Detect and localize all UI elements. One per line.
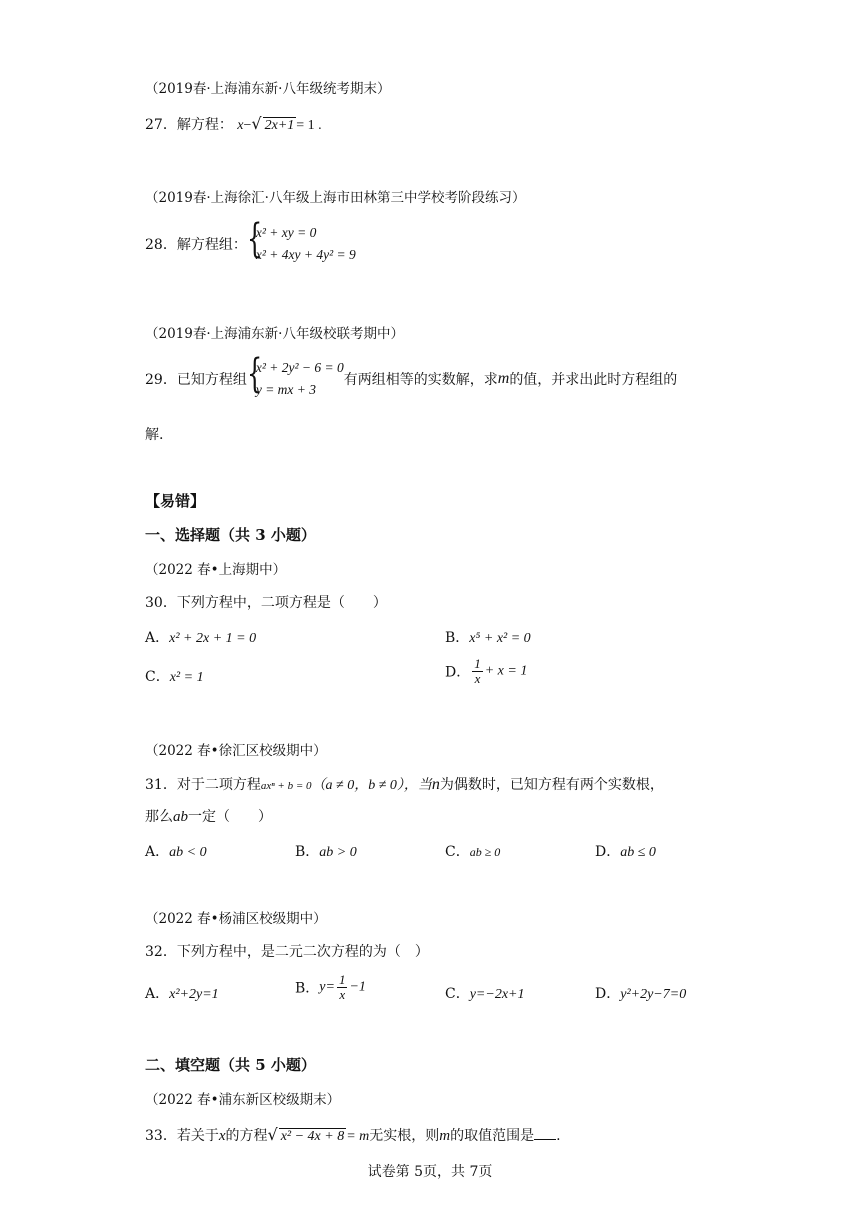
q31-var: n xyxy=(431,776,440,793)
option-label: D． xyxy=(595,844,621,860)
q28-system xyxy=(246,216,356,266)
section-fill-title: 二、填空题（共 5 小题） xyxy=(145,1056,316,1074)
q33-text-mid: 的方程 xyxy=(225,1128,268,1144)
q31-eq: axⁿ + b = 0 xyxy=(260,780,312,792)
fraction xyxy=(337,973,348,1002)
q29-text-post2: 的值，并求出此时方程组的 xyxy=(509,372,678,388)
q33-text-pre: 若关于 xyxy=(176,1128,219,1144)
fraction-denominator: x xyxy=(339,987,346,1002)
fraction-denominator: x xyxy=(474,671,481,686)
option-text: y=−2x+1 xyxy=(469,987,525,1002)
option-label: C． xyxy=(445,986,470,1002)
option-text: x²+2y=1 xyxy=(169,987,219,1002)
q30-source: （2022 春•上海期中） xyxy=(145,562,287,578)
q31-line2-post: 一定（ ） xyxy=(188,809,272,825)
option-text: y= xyxy=(319,979,335,995)
q32-number: 32． xyxy=(145,944,177,960)
q31-text-post: 为偶数时，已知方程有两个实数根， xyxy=(439,777,664,793)
q29-text-pre: 已知方程组 xyxy=(176,372,247,388)
q27-source: （2019春·上海浦东新·八年级统考期末） xyxy=(145,81,391,97)
q32-source: （2022 春•杨浦区校级期中） xyxy=(145,911,327,927)
q31-cond: （a ≠ 0，b ≠ 0），当 xyxy=(311,778,432,793)
q33-text-end: 的取值范围是 xyxy=(450,1128,535,1144)
q30-option-c xyxy=(145,666,204,686)
fraction xyxy=(472,657,483,686)
q31-option-b xyxy=(295,841,357,861)
q33-period: . xyxy=(556,1128,561,1144)
q29-eq2: y = mx + 3 xyxy=(255,382,317,397)
q29-system xyxy=(246,351,344,401)
option-label: B． xyxy=(295,844,320,860)
q31-source: （2022 春•徐汇区校级期中） xyxy=(145,743,327,759)
answer-blank[interactable] xyxy=(534,1127,556,1140)
option-text: ab < 0 xyxy=(169,845,207,860)
q28-text: 解方程组： xyxy=(176,237,247,253)
q33-var-m: m xyxy=(439,1128,451,1144)
q27-expr-minus: − xyxy=(243,118,252,133)
q28-number: 28． xyxy=(145,237,177,253)
q28 xyxy=(145,216,356,266)
q31-option-a xyxy=(145,841,207,861)
brace-icon: { xyxy=(246,351,263,397)
q32-option-b xyxy=(295,973,366,1002)
q30-option-a xyxy=(145,627,256,647)
q30-option-d xyxy=(445,657,527,686)
option-label: C． xyxy=(445,844,470,860)
q31-line2-var: ab xyxy=(173,809,188,825)
q29-text-post: 有两组相等的实数解，求 xyxy=(343,372,498,388)
q32-stem xyxy=(145,941,429,961)
option-text: ab > 0 xyxy=(319,845,357,860)
option-text: + x = 1 xyxy=(484,663,528,679)
q33-var-x: x xyxy=(218,1128,226,1144)
q32-text: 下列方程中，是二元二次方程的为（ ） xyxy=(176,944,429,960)
fraction-numerator: 1 xyxy=(338,972,346,987)
q28-eq1: x² + xy = 0 xyxy=(255,225,317,240)
q30-text: 下列方程中，二项方程是（ ） xyxy=(176,595,387,611)
option-text: x² + 2x + 1 = 0 xyxy=(169,631,257,646)
section-choice-title: 一、选择题（共 3 小题） xyxy=(145,526,316,544)
q27 xyxy=(145,114,322,134)
q27-expr-eq: = 1 . xyxy=(296,118,322,133)
option-label: D． xyxy=(595,986,621,1002)
fraction-numerator: 1 xyxy=(474,656,481,671)
option-label: A． xyxy=(145,986,170,1002)
q28-source: （2019春·上海徐汇·八年级上海市田林第三中学校考阶段练习） xyxy=(145,190,526,206)
q31-line2-pre: 那么 xyxy=(145,809,173,825)
q31-option-c xyxy=(445,841,500,861)
q32-option-c xyxy=(445,983,525,1003)
q33-source: （2022 春•浦东新区校级期末） xyxy=(145,1092,341,1108)
q33-stem xyxy=(145,1125,561,1145)
q27-number: 27． xyxy=(145,117,177,133)
q29-eq1: x² + 2y² − 6 = 0 xyxy=(255,360,344,375)
sqrt-sign: √ xyxy=(251,114,262,133)
option-label: A． xyxy=(145,630,170,646)
page-footer: 试卷第 5页，共 7页 xyxy=(367,1164,493,1180)
q32-option-d xyxy=(595,983,686,1003)
q32-option-a xyxy=(145,983,219,1003)
sqrt-sign: √ xyxy=(267,1125,278,1144)
q29-line2: 解. xyxy=(145,427,164,443)
q27-radicand: 2x+1 xyxy=(264,118,295,133)
section-easy-wrong: 【易错】 xyxy=(145,492,206,510)
q29 xyxy=(145,351,678,401)
option-text: −1 xyxy=(349,979,366,995)
q27-expr-x: x xyxy=(237,118,244,133)
q29-source: （2019春·上海浦东新·八年级校联考期中） xyxy=(145,326,404,342)
q27-text: 解方程： xyxy=(176,117,233,133)
q31-number: 31． xyxy=(145,777,177,793)
q31-text-pre: 对于二项方程 xyxy=(176,777,261,793)
q28-eq2: x² + 4xy + 4y² = 9 xyxy=(255,247,356,262)
q33-number: 33． xyxy=(145,1128,177,1144)
q31-stem xyxy=(145,774,664,794)
option-text: y²+2y−7=0 xyxy=(620,987,687,1002)
brace-icon: { xyxy=(246,216,263,262)
option-label: D． xyxy=(445,664,471,681)
q30-option-b xyxy=(445,627,531,647)
option-label: A． xyxy=(145,844,170,860)
option-text: ab ≥ 0 xyxy=(469,845,501,859)
q29-number: 29． xyxy=(145,372,177,388)
q30-number: 30． xyxy=(145,595,177,611)
option-label: C． xyxy=(145,669,170,685)
q30-stem xyxy=(145,592,387,612)
q33-text-post: 无实根，则 xyxy=(369,1128,440,1144)
option-label: B． xyxy=(295,980,320,997)
q31-option-d xyxy=(595,841,656,861)
q31-line2 xyxy=(145,806,272,826)
option-text: x⁵ + x² = 0 xyxy=(469,631,531,646)
q33-eq-rest: = m xyxy=(346,1129,370,1144)
q29-var: m xyxy=(497,370,510,387)
q33-radicand: x² − 4x + 8 xyxy=(280,1129,345,1144)
option-label: B． xyxy=(445,630,470,646)
option-text: ab ≤ 0 xyxy=(620,845,656,860)
option-text: x² = 1 xyxy=(169,670,204,685)
